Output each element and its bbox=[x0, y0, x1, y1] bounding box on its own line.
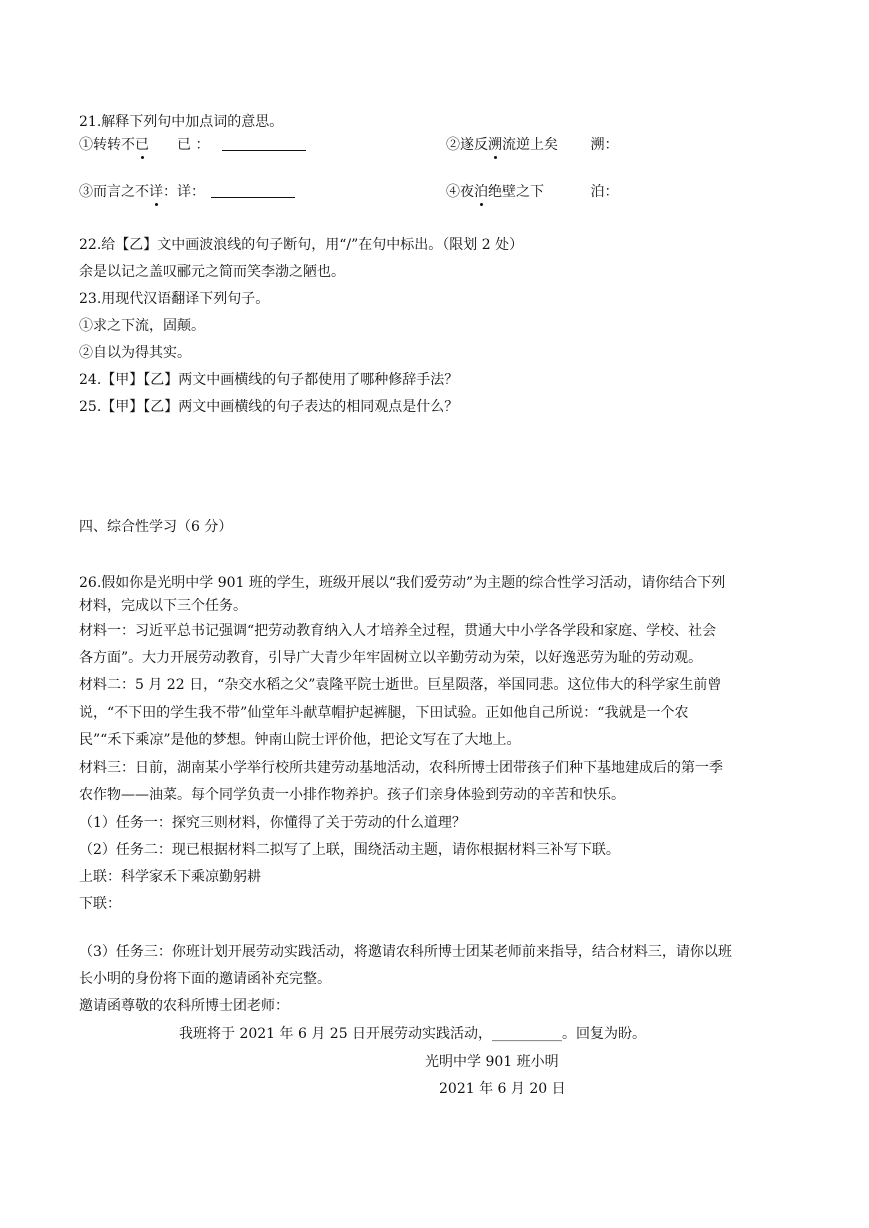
q23-title: 23.用现代汉语翻译下列句子。 bbox=[79, 291, 270, 307]
couplet-upper: 上联：科学家禾下乘凉勤躬耕 bbox=[79, 869, 261, 885]
invitation-heading: 邀请函尊敬的农科所博士团老师： bbox=[79, 998, 289, 1014]
q21-item2-dotted-word: 溯 bbox=[488, 137, 502, 153]
q21-title: 21.解释下列句中加点词的意思。 bbox=[79, 114, 284, 130]
task-3-line1: （3）任务三：你班计划开展劳动实践活动，将邀请农科所博士团某老师前来指导，结合材料三，请你以班 bbox=[79, 944, 732, 960]
q25-question: 25.【甲】【乙】两文中画横线的句子表达的相同观点是什么？ bbox=[79, 399, 459, 415]
material-1-line2: 各方面”。大力开展劳动教育，引导广大青少年牢固树立以辛勤劳动为荣，以好逸恶劳为耻的劳动观。 bbox=[79, 650, 703, 666]
invitation-date: 2021 年 6 月 20 日 bbox=[439, 1081, 566, 1097]
material-3-line1: 材料三：日前，湖南某小学举行校所共建劳动基地活动，农科所博士团带孩子们种下基地建成后的第一季 bbox=[79, 760, 723, 776]
q21-item2 bbox=[446, 135, 618, 155]
task-1: （1）任务一：探究三则材料，你懂得了关于劳动的什么道理？ bbox=[79, 815, 466, 831]
q21-item1-answer-blank[interactable] bbox=[222, 136, 306, 151]
invitation-body: 我班将于 2021 年 6 月 25 日开展劳动实践活动，__________。回复为盼。 bbox=[179, 1026, 647, 1042]
material-2-line1: 材料二：5 月 22 日，“杂交水稻之父”袁隆平院士逝世。巨星陨落，举国同悲。这位伟大的科学家生前曾 bbox=[79, 677, 722, 693]
q22-sentence: 余是以记之盖叹郦元之简而笑李渤之陋也。 bbox=[79, 264, 345, 280]
q21-item1 bbox=[79, 135, 306, 155]
task-3-line2: 长小明的身份将下面的邀请函补充完整。 bbox=[79, 971, 331, 987]
q24-question: 24.【甲】【乙】两文中画横线的句子都使用了哪种修辞手法？ bbox=[79, 372, 459, 388]
material-3-line2: 农作物——油菜。每个同学负责一小排作物养护。孩子们亲身体验到劳动的辛苦和快乐。 bbox=[79, 787, 625, 803]
q21-item4 bbox=[446, 182, 618, 202]
q22-title: 22.给【乙】文中画波浪线的句子断句，用“/”在句中标出。（限划 2 处） bbox=[79, 237, 524, 253]
q21-item4-dotted-word: 泊 bbox=[474, 184, 488, 200]
material-1-line1: 材料一：习近平总书记强调“把劳动教育纳入人才培养全过程，贯通大中小学各学段和家庭、学校、社会 bbox=[79, 623, 717, 639]
section-heading: 四、综合性学习（6 分） bbox=[79, 519, 233, 535]
q21-item2-label: 溯： bbox=[590, 137, 619, 153]
material-2-line2: 说，“不下田的学生我不带”仙堂年斗献草帽护起裤腿，下田试验。正如他自己所说：“我就是一个农 bbox=[79, 705, 689, 721]
q21-item1-label: 已 ： bbox=[177, 137, 210, 153]
q21-item2-pre: ②遂反 bbox=[446, 137, 488, 153]
material-2-line3: 民”“禾下乘凉”是他的梦想。钟南山院士评价他，把论文写在了大地上。 bbox=[79, 732, 521, 748]
q21-item3 bbox=[79, 182, 295, 202]
q21-item3-post: ：详： bbox=[163, 184, 205, 200]
q21-item3-dotted-word: 详 bbox=[149, 184, 163, 200]
q21-item2-post: 流逆上矣 bbox=[502, 137, 558, 153]
q21-item3-answer-blank[interactable] bbox=[211, 183, 295, 198]
task-2: （2）任务二：现已根据材料二拟写了上联，围绕活动主题，请你根据材料三补写下联。 bbox=[79, 842, 620, 858]
q23-sentence-2: ②自以为得其实。 bbox=[79, 345, 191, 361]
q23-sentence-1: ①求之下流，固颠。 bbox=[79, 318, 205, 334]
q26-intro-line2: 材料，完成以下三个任务。 bbox=[79, 598, 247, 614]
q21-item1-dotted-word: 已 bbox=[135, 137, 149, 153]
q21-item1-pre: ①转转不 bbox=[79, 137, 135, 153]
q21-item3-pre: ③而言之不 bbox=[79, 184, 149, 200]
q21-item4-post: 绝壁之下 bbox=[488, 184, 544, 200]
invitation-signature: 光明中学 901 班小明 bbox=[425, 1054, 559, 1070]
couplet-lower: 下联： bbox=[79, 896, 121, 912]
q26-intro-line1: 26.假如你是光明中学 901 班的学生，班级开展以“我们爱劳动”为主题的综合性学习活动，请你结合下列 bbox=[79, 575, 726, 591]
q21-item4-pre: ④夜 bbox=[446, 184, 474, 200]
q21-item4-label: 泊： bbox=[590, 184, 619, 200]
